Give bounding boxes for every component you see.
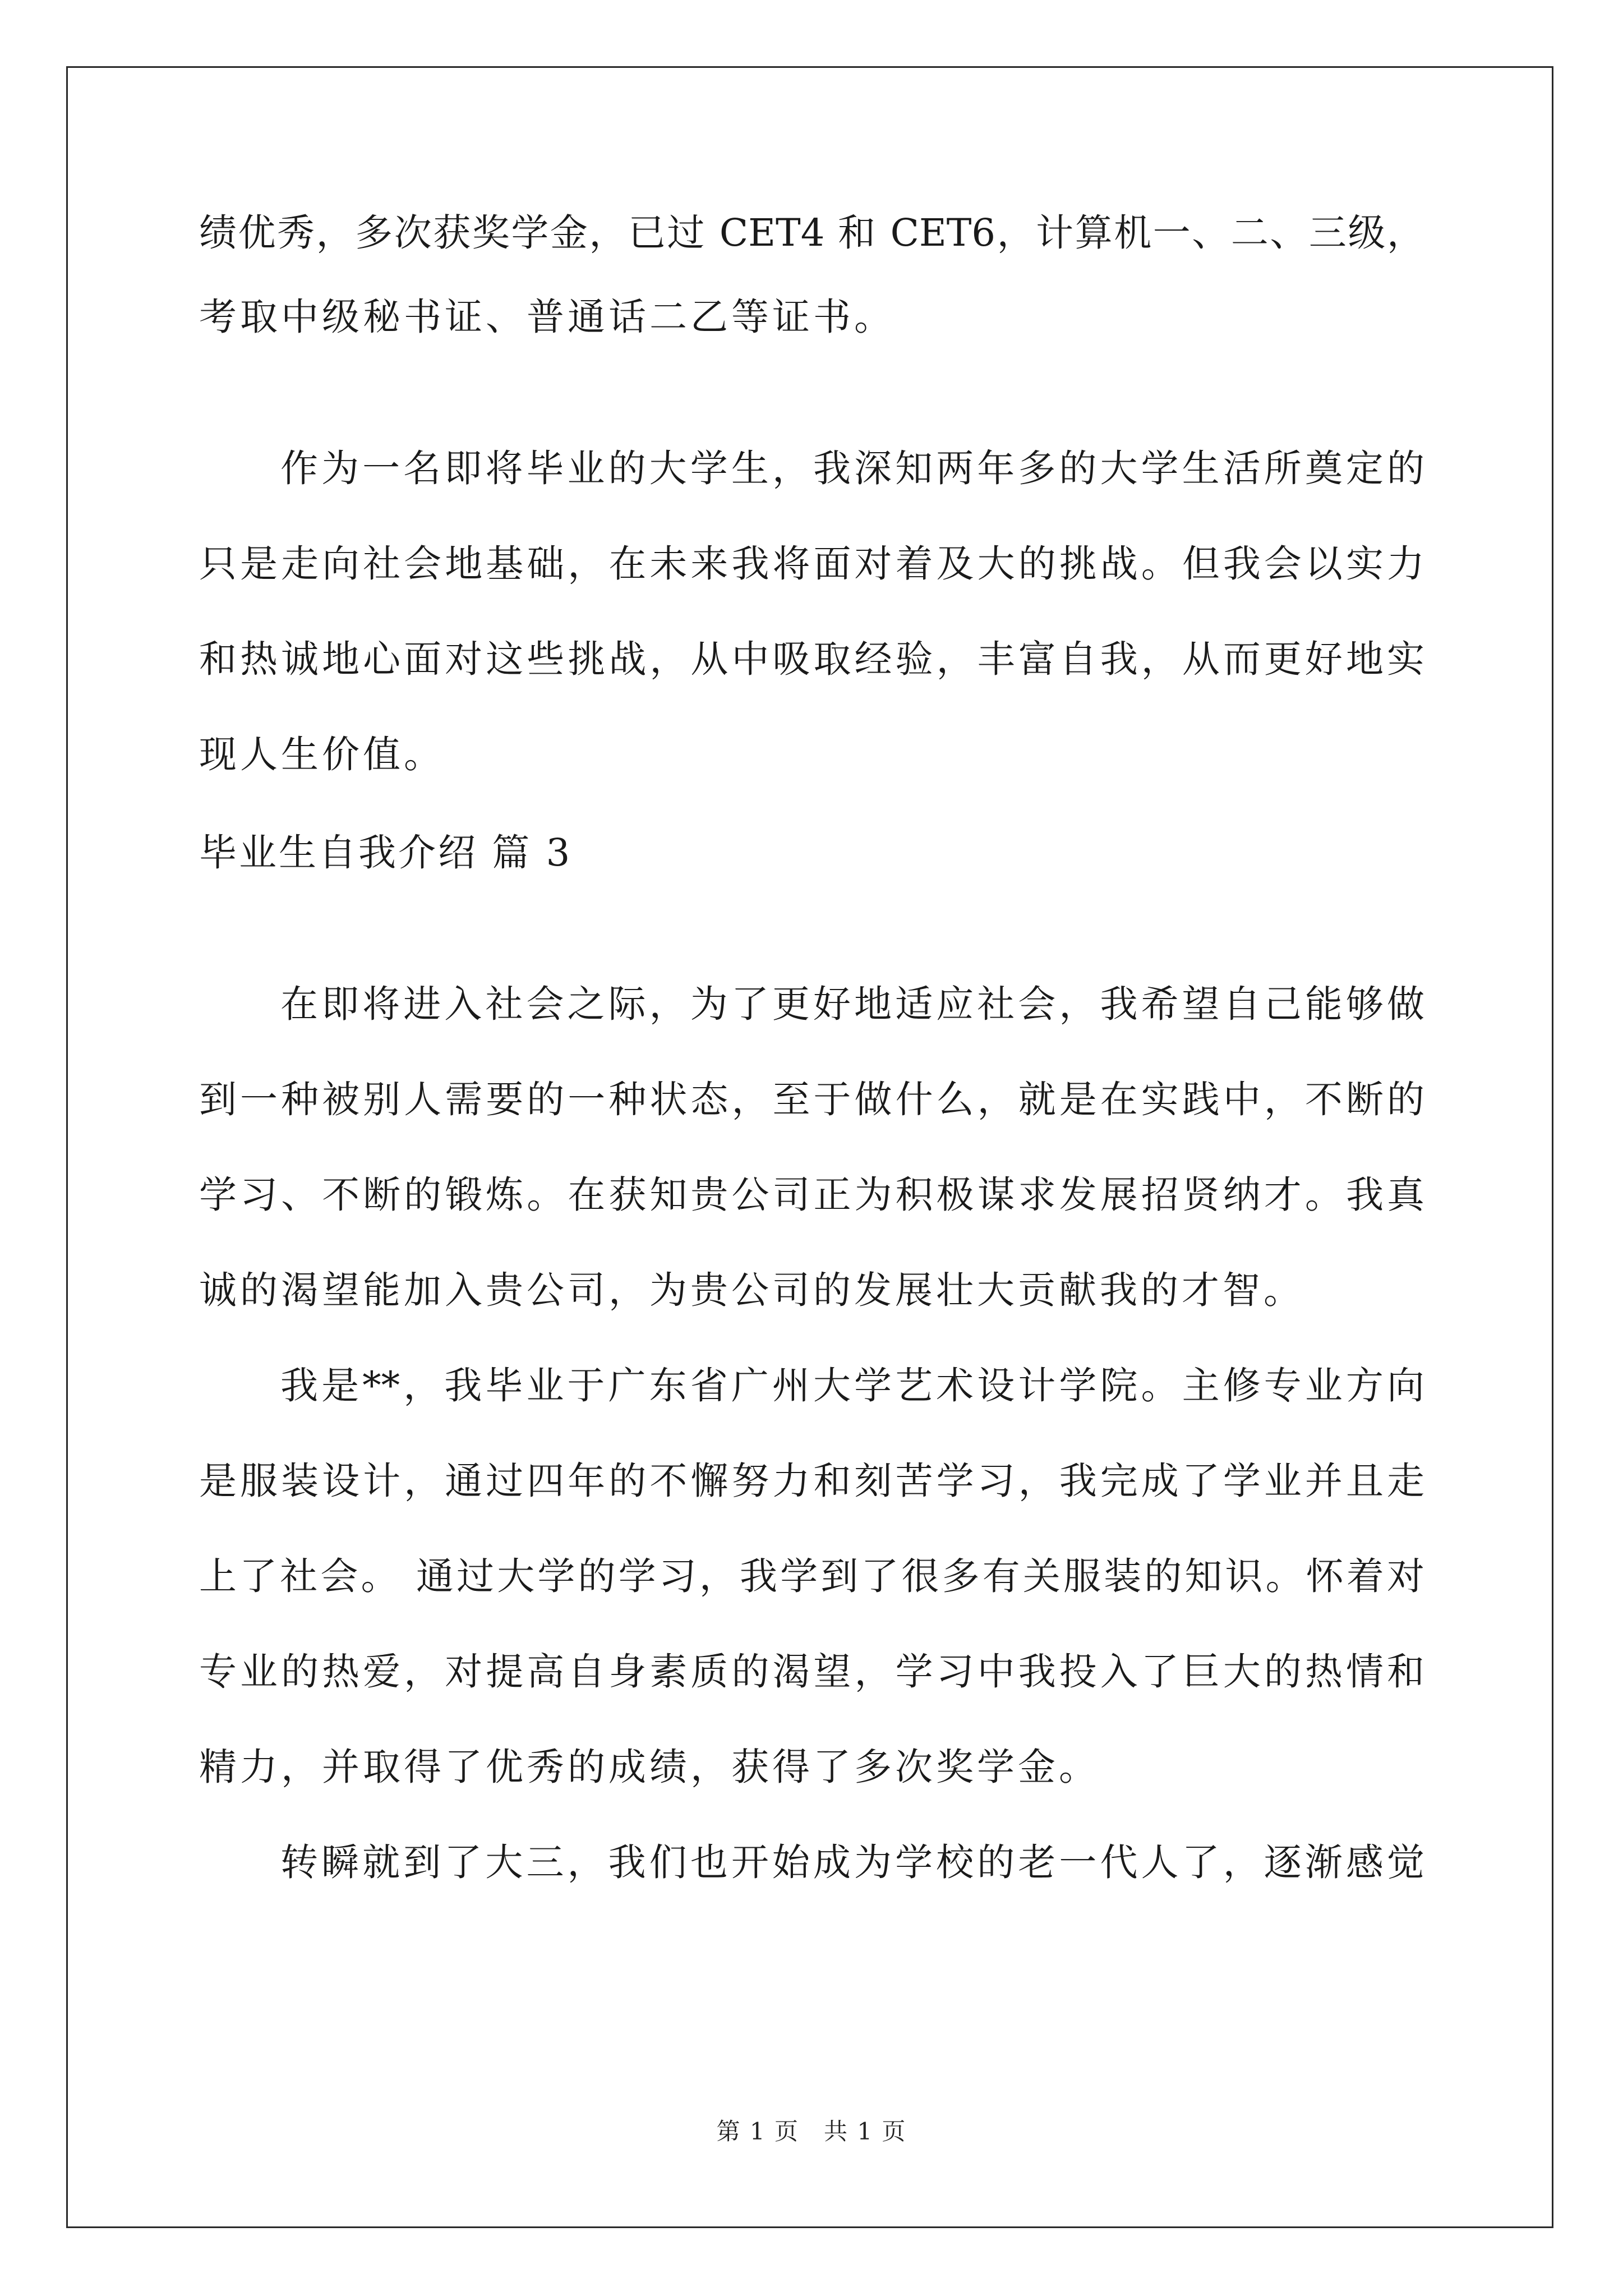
text-line: 精力，并取得了优秀的成绩，获得了多次奖学金。 bbox=[199, 1745, 1100, 1789]
section-heading: 毕业生自我介绍 篇 3 bbox=[199, 831, 573, 875]
text-line: 在即将进入社会之际，为了更好地适应社会，我希望自己能够做 bbox=[280, 982, 1424, 1026]
text-line: 现人生价值。 bbox=[199, 733, 445, 776]
text-line: 诚的渴望能加入贵公司，为贵公司的发展壮大贡献我的才智。 bbox=[199, 1268, 1304, 1312]
text-line: 是服装设计，通过四年的不懈努力和刻苦学习，我完成了学业并且走 bbox=[199, 1459, 1424, 1503]
page-number-footer: 第 1 页 共 1 页 bbox=[716, 2118, 907, 2145]
text-line: 考取中级秘书证、普通话二乙等证书。 bbox=[199, 295, 895, 339]
text-line: 专业的热爱，对提高自身素质的渴望，学习中我投入了巨大的热情和 bbox=[199, 1650, 1424, 1694]
text-line: 作为一名即将毕业的大学生，我深知两年多的大学生活所奠定的 bbox=[280, 447, 1424, 490]
page-border bbox=[66, 66, 1553, 2228]
text-line: 我是**，我毕业于广东省广州大学艺术设计学院。主修专业方向 bbox=[280, 1364, 1424, 1407]
text-line: 和热诚地心面对这些挑战，从中吸取经验，丰富自我，从而更好地实 bbox=[199, 637, 1424, 681]
text-line: 学习、不断的锻炼。在获知贵公司正为积极谋求发展招贤纳才。我真 bbox=[199, 1173, 1424, 1217]
text-line: 只是走向社会地基础，在未来我将面对着及大的挑战。但我会以实力 bbox=[199, 542, 1424, 586]
text-line: 到一种被别人需要的一种状态，至于做什么，就是在实践中，不断的 bbox=[199, 1078, 1424, 1121]
text-line: 绩优秀，多次获奖学金，已过 CET4 和 CET6，计算机一、二、三级， bbox=[199, 211, 1424, 255]
text-line: 转瞬就到了大三，我们也开始成为学校的老一代人了，逐渐感觉 bbox=[280, 1841, 1424, 1884]
text-line: 上了社会。 通过大学的学习，我学到了很多有关服装的知识。怀着对 bbox=[199, 1554, 1424, 1598]
